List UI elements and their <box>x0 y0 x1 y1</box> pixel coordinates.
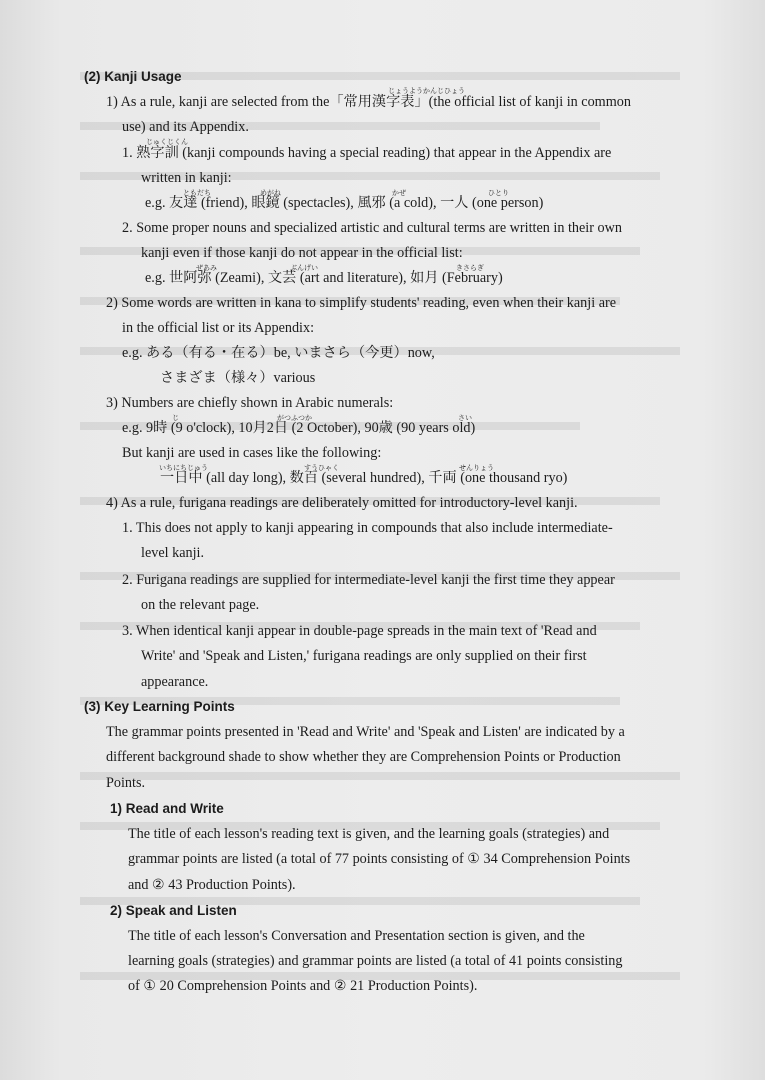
example-kana-1: e.g. ある（有る・在る）be, いまさら（今更）now, <box>122 345 435 361</box>
furigana: がつふつか <box>277 414 312 422</box>
furigana: きさらぎ <box>456 264 484 272</box>
key-points-line-2: different background shade to show whether they are Comprehension Points or Production <box>106 749 621 765</box>
furigana: すうひゃく <box>304 464 339 472</box>
furigana: ひとり <box>488 189 509 197</box>
rule-2-line-1: 2) Some words are written in kana to simplify students' reading, even when their kanji are <box>106 295 617 311</box>
example-kanji-numbers: 一日中 (all day long), 数百 (several hundred), 千両 (one thousand ryo) <box>160 470 568 486</box>
rule-4-2-line-2: on the relevant page. <box>141 597 260 613</box>
rule-1-2-line-2: kanji even if those kanji do not appear in the official list: <box>141 245 463 261</box>
example-kana-2: さまざま（様々）various <box>160 370 316 386</box>
key-points-line-3: Points. <box>106 775 146 791</box>
furigana: さい <box>458 414 472 422</box>
rule-4-3-line-3: appearance. <box>141 674 209 690</box>
rule-3-line-2: But kanji are used in cases like the following: <box>122 445 382 461</box>
furigana: じ <box>172 414 179 422</box>
read-write-line-3: and ② 43 Production Points). <box>128 877 296 893</box>
furigana: めがね <box>260 189 281 197</box>
speak-listen-line-3: of ① 20 Comprehension Points and ② 21 Production Points). <box>128 978 478 994</box>
subheading-read-and-write: 1) Read and Write <box>110 801 224 816</box>
rule-4-2-line-1: 2. Furigana readings are supplied for intermediate-level kanji the first time they appear <box>122 572 615 588</box>
section-heading-kanji-usage: (2) Kanji Usage <box>84 69 182 84</box>
rule-1-2-line-1: 2. Some proper nouns and specialized artistic and cultural terms are written in their own <box>122 220 622 236</box>
rule-1-line-1: 1) As a rule, kanji are selected from the「常用漢字表」(the official list of kanji in common <box>106 94 631 110</box>
read-write-line-1: The title of each lesson's reading text is given, and the learning goals (strategies) and <box>128 826 610 842</box>
key-points-line-1: The grammar points presented in 'Read and Write' and 'Speak and Listen' are indicated by a <box>106 724 625 740</box>
rule-1-1-line-1: 1. 熟字訓 (kanji compounds having a special reading) that appear in the Appendix are <box>122 145 612 161</box>
furigana: いちにちじゅう <box>159 464 208 472</box>
speak-listen-line-1: The title of each lesson's Conversation and Presentation section is given, and the <box>128 928 585 944</box>
example-jukujikun: e.g. 友達 (friend), 眼鏡 (spectacles), 風邪 (a cold), 一人 (one person) <box>145 195 544 211</box>
speak-listen-line-2: learning goals (strategies) and grammar points are listed (a total of 41 points consisting <box>128 953 623 969</box>
furigana: せんりょう <box>459 464 494 472</box>
rule-4-1-line-2: level kanji. <box>141 545 205 561</box>
rule-2-line-2: in the official list or its Appendix: <box>122 320 315 336</box>
furigana: じょうようかんじひょう <box>388 87 465 95</box>
rule-1-line-2: use) and its Appendix. <box>122 119 249 135</box>
furigana: ぜあみ <box>196 264 217 272</box>
rule-4-3-line-1: 3. When identical kanji appear in double-page spreads in the main text of 'Read and <box>122 623 597 639</box>
example-proper-nouns: e.g. 世阿弥 (Zeami), 文芸 (art and literature), 如月 (February) <box>145 270 503 286</box>
example-numerals: e.g. 9時 (9 o'clock), 10月2日 (2 October), 90歳 (90 years old) <box>122 420 476 436</box>
furigana: じゅくじくん <box>146 138 188 146</box>
rule-3-line-1: 3) Numbers are chiefly shown in Arabic numerals: <box>106 395 394 411</box>
furigana: ぶんげい <box>290 264 318 272</box>
read-write-line-2: grammar points are listed (a total of 77 points consisting of ① 34 Comprehension Points <box>128 851 631 867</box>
rule-4-1-line-1: 1. This does not apply to kanji appearing in compounds that also include intermediate- <box>122 520 613 536</box>
rule-4-3-line-2: Write' and 'Speak and Listen,' furigana readings are only supplied on their first <box>141 648 587 664</box>
furigana: かぜ <box>392 189 406 197</box>
subheading-speak-and-listen: 2) Speak and Listen <box>110 903 237 918</box>
section-heading-key-learning-points: (3) Key Learning Points <box>84 699 235 714</box>
rule-4-line-1: 4) As a rule, furigana readings are deliberately omitted for introductory-level kanji. <box>106 495 578 511</box>
rule-1-1-line-2: written in kanji: <box>141 170 232 186</box>
furigana: ともだち <box>183 189 211 197</box>
